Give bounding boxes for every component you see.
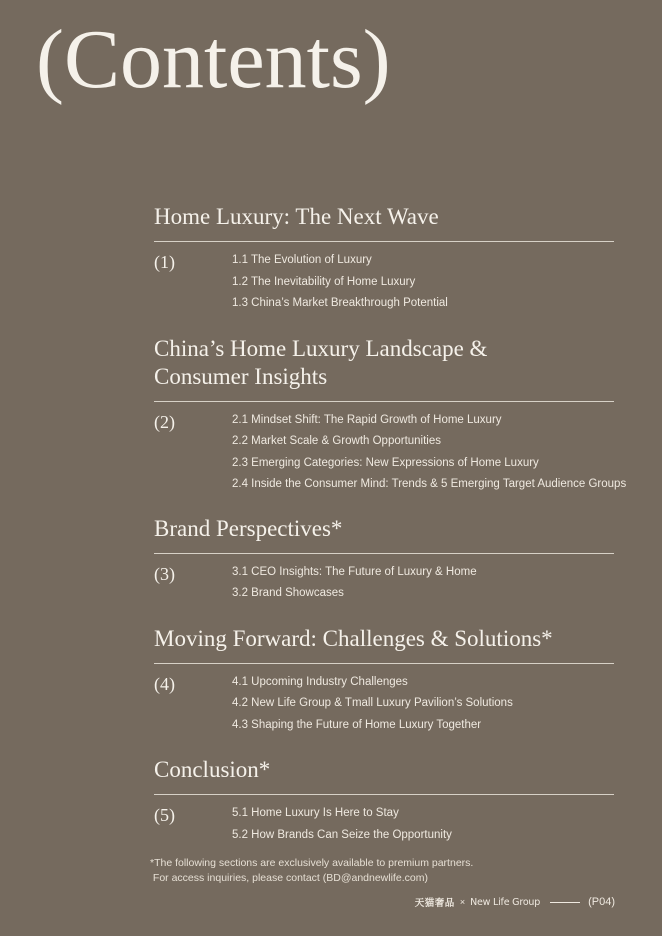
list-item: 4.3 Shaping the Future of Home Luxury Together [232, 718, 482, 731]
section-heading: Brand Perspectives* [154, 515, 343, 541]
section-heading [154, 335, 614, 401]
list-item: 2.2 Market Scale & Growth Opportunities [232, 435, 442, 447]
page-number: (P04) [588, 896, 615, 908]
section-heading-line-2: Consumer Insights [154, 363, 328, 389]
list-item: 4.1 Upcoming Industry Challenges [232, 675, 408, 688]
section-items [232, 672, 513, 737]
footnote-line: *The following sections are exclusively available to premium partners. [150, 857, 474, 869]
divider [154, 663, 614, 664]
divider [154, 401, 614, 402]
divider [154, 241, 614, 242]
list-item: 2.3 Emerging Categories: New Expressions of Home Luxury [232, 456, 539, 469]
list-item: 2.4 Inside the Consumer Mind: Trends & 5 Emerging Target Audience Groups [232, 478, 627, 490]
footnote-line: For access inquiries, please contact (BD@andnewlife.com) [150, 871, 428, 884]
divider [154, 794, 614, 795]
section-heading: Conclusion* [154, 757, 271, 782]
section-items [232, 803, 452, 846]
divider [154, 553, 614, 554]
section-number: (2) [154, 411, 175, 432]
section-1 [154, 203, 614, 315]
contents-list [154, 203, 627, 846]
section-number: (4) [154, 673, 175, 694]
footer-rule [550, 902, 580, 903]
list-item: 1.2 The Inevitability of Home Luxury [232, 275, 416, 288]
section-number: (5) [154, 805, 175, 825]
new-life-group-logo: New Life Group [470, 896, 541, 908]
section-3 [154, 515, 614, 605]
section-items [232, 562, 477, 605]
section-5 [154, 756, 614, 846]
list-item: 2.1 Mindset Shift: The Rapid Growth of Home Luxury [232, 413, 502, 426]
list-item: 3.1 CEO Insights: The Future of Luxury & Home [232, 565, 477, 578]
section-number: (1) [154, 252, 175, 272]
section-number: (3) [154, 563, 175, 584]
list-item: 4.2 New Life Group & Tmall Luxury Pavilion’s Solutions [232, 697, 513, 709]
section-4 [154, 625, 614, 737]
footnote [150, 856, 473, 885]
page-footer [415, 895, 615, 909]
collab-separator: × [459, 897, 466, 907]
section-2 [154, 335, 627, 496]
section-heading: Moving Forward: Challenges & Solutions* [154, 625, 553, 651]
section-items [232, 410, 626, 496]
page-title: (Contents) [36, 13, 391, 106]
section-items [232, 250, 448, 315]
tmall-luxury-logo: 天猫奢品 [414, 898, 455, 909]
list-item: 5.2 How Brands Can Seize the Opportunity [232, 828, 452, 841]
list-item: 1.3 China’s Market Breakthrough Potential [232, 297, 448, 309]
section-heading: Home Luxury: The Next Wave [154, 204, 439, 229]
list-item: 1.1 The Evolution of Luxury [232, 254, 372, 266]
list-item: 3.2 Brand Showcases [232, 587, 344, 599]
list-item: 5.1 Home Luxury Is Here to Stay [232, 807, 399, 819]
section-heading-line-1: China’s Home Luxury Landscape & [154, 335, 488, 361]
